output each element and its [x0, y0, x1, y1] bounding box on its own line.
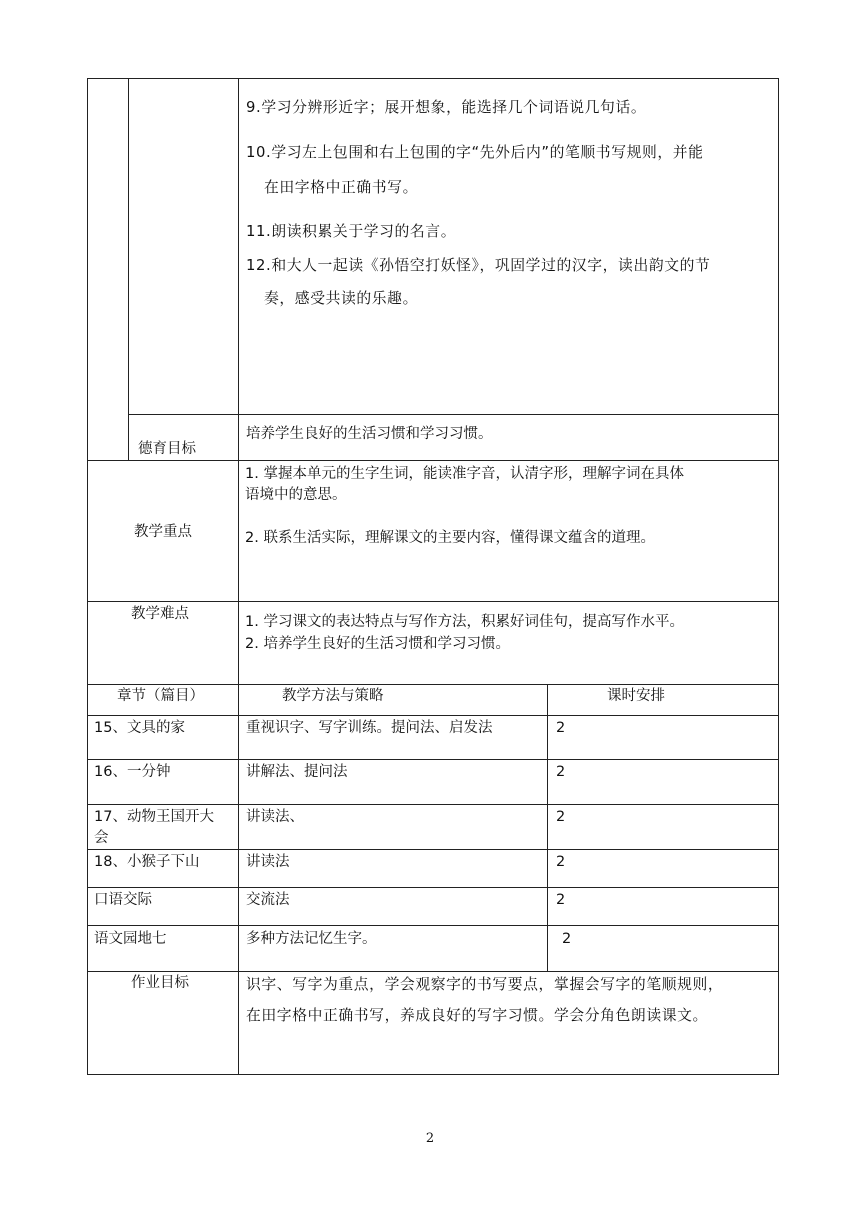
row-line-schedule-header-top [87, 684, 779, 685]
schedule-row-method: 讲读法 [246, 854, 290, 870]
schedule-row-hours: 2 [556, 764, 566, 780]
moral-label: 德育目标 [138, 441, 196, 457]
key-point-1-cont: 语境中的意思。 [245, 487, 347, 503]
schedule-row-chapter: 语文园地七 [94, 931, 167, 947]
schedule-row-chapter: 15、文具的家 [94, 720, 185, 736]
schedule-row-chapter: 18、小猴子下山 [94, 854, 200, 870]
goal-item-12-cont: 奏，感受共读的乐趣。 [264, 290, 418, 307]
row-line-schedule-row6-top [87, 925, 779, 926]
schedule-row-hours: 2 [562, 931, 572, 947]
schedule-row-method: 交流法 [246, 892, 290, 908]
homework-line-2: 在田字格中正确书写，养成良好的写字习惯。学会分角色朗读课文。 [246, 1007, 708, 1024]
page-number: 2 [425, 1131, 435, 1146]
goal-item-10-cont: 在田字格中正确书写。 [264, 179, 418, 196]
row-line-schedule-row2-top [87, 759, 779, 760]
key-point-1: 1. 掌握本单元的生字生词，能读准字音，认清字形，理解字词在具体 [245, 466, 684, 482]
homework-label: 作业目标 [131, 975, 189, 991]
schedule-row-chapter: 口语交际 [94, 892, 152, 908]
goal-item-10: 10.学习左上包围和右上包围的字“先外后内”的笔顺书写规则，并能 [246, 144, 704, 161]
schedule-col-divider [547, 684, 548, 972]
key-points-label: 教学重点 [134, 524, 192, 540]
key-point-2: 2. 联系生活实际，理解课文的主要内容，懂得课文蕴含的道理。 [245, 530, 655, 546]
goal-item-12: 12.和大人一起读《孙悟空打妖怪》，巩固学过的汉字，读出韵文的节 [246, 257, 711, 274]
schedule-row-chapter: 16、一分钟 [94, 764, 171, 780]
table-border-bottom [87, 1074, 779, 1075]
row-line-difficulties-top [87, 601, 779, 602]
schedule-row-hours: 2 [556, 809, 566, 825]
schedule-row-chapter-cont: 会 [94, 830, 109, 846]
schedule-row-method: 讲读法、 [246, 809, 304, 825]
goal-item-11: 11.朗读积累关于学习的名言。 [246, 223, 457, 240]
row-line-schedule-row5-top [87, 887, 779, 888]
schedule-row-method: 讲解法、提问法 [246, 764, 348, 780]
moral-text: 培养学生良好的生活习惯和学习习惯。 [246, 426, 493, 442]
schedule-row-chapter: 17、动物王国开大 [94, 809, 214, 825]
difficulty-2: 2. 培养学生良好的生活习惯和学习习惯。 [245, 636, 510, 652]
row-line-homework-top [87, 971, 779, 972]
schedule-row-hours: 2 [556, 892, 566, 908]
difficulty-1: 1. 学习课文的表达特点与写作方法，积累好词佳句，提高写作水平。 [245, 614, 684, 630]
schedule-row-hours: 2 [556, 720, 566, 736]
row-line-keypoints-top [87, 460, 779, 461]
row-line-schedule-row1-top [87, 715, 779, 716]
schedule-header-method: 教学方法与策略 [282, 688, 384, 704]
goal-item-9: 9.学习分辨形近字；展开想象，能选择几个词语说几句话。 [246, 99, 647, 116]
schedule-header-hours: 课时安排 [607, 688, 665, 704]
schedule-header-chapter: 章节（篇目） [117, 688, 204, 704]
difficulties-label: 教学难点 [131, 606, 189, 622]
schedule-row-hours: 2 [556, 854, 566, 870]
row-line-schedule-row3-top [87, 804, 779, 805]
row-line-schedule-row4-top [87, 849, 779, 850]
row-line-moral-top [128, 414, 779, 415]
col-divider-1 [128, 78, 129, 460]
schedule-row-method: 多种方法记忆生字。 [246, 931, 377, 947]
homework-line-1: 识字、写字为重点，学会观察字的书写要点，掌握会写字的笔顺规则， [246, 976, 724, 993]
schedule-row-method: 重视识字、写字训练。提问法、启发法 [246, 720, 493, 736]
table-border-top [87, 78, 779, 79]
